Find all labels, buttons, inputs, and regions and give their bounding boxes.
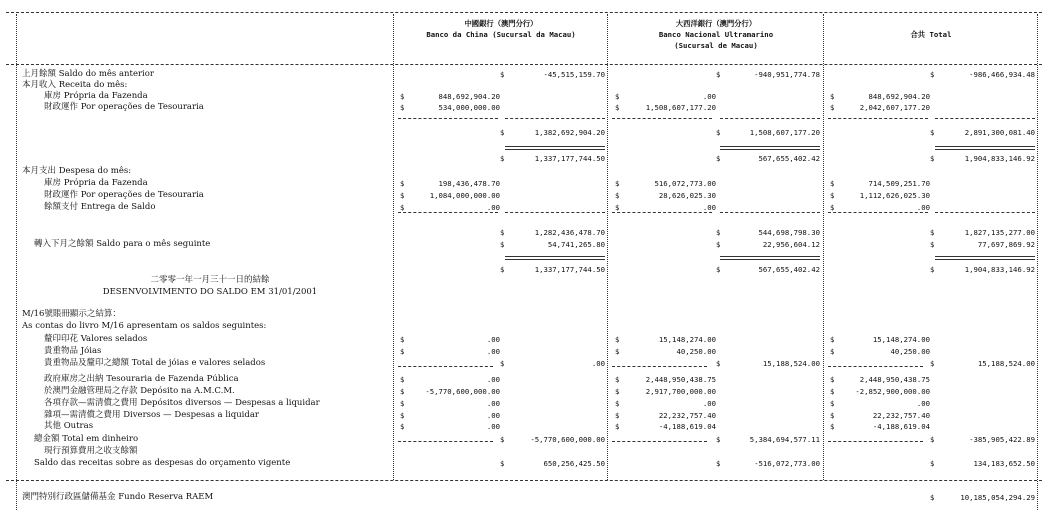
currency-sign: $ (615, 191, 620, 200)
row-label: 澳門特別行政區儲備基金 Fundo Reserva RAEM (22, 492, 214, 502)
rule (935, 118, 1035, 119)
rule (828, 118, 928, 119)
currency-sign: $ (615, 399, 620, 408)
amount-total: 1,337,177,744.50 (534, 154, 605, 163)
currency-sign: $ (930, 435, 935, 444)
section-title-cn: 二零零一年一月三十一日的結餘 (150, 275, 270, 285)
rule (612, 118, 712, 119)
amount-detail: .00 (702, 92, 716, 101)
row-label: 庫房 Própria da Fazenda (44, 91, 148, 101)
double-rule (935, 146, 1035, 150)
section-title-pt: DESENVOLVIMENTO DO SALDO EM 31/01/2001 (102, 287, 318, 297)
currency-sign: $ (500, 435, 505, 444)
currency-sign: $ (400, 387, 405, 396)
currency-sign: $ (615, 422, 620, 431)
amount-detail: 1,508,607,177.20 (645, 103, 716, 112)
amount-total: 22,956,604.12 (762, 240, 820, 249)
currency-sign: $ (930, 459, 935, 468)
double-rule (935, 256, 1035, 260)
amount-total: 567,655,402.42 (758, 265, 820, 274)
amount-total: -385,905,422.89 (969, 435, 1035, 444)
currency-sign: $ (930, 154, 935, 163)
double-rule (505, 146, 605, 150)
amount-detail: 22,232,757.40 (872, 411, 930, 420)
amount-detail: .00 (486, 399, 500, 408)
amount-total: 650,256,425.50 (543, 459, 605, 468)
amount-detail: 2,448,950,438.75 (645, 375, 716, 384)
rule (720, 212, 820, 213)
header-bank-china-pt: Banco da China (Sucursal da Macau) (426, 30, 576, 39)
currency-sign: $ (930, 265, 935, 274)
double-rule (720, 256, 820, 260)
amount-detail: .00 (486, 335, 500, 344)
currency-sign: $ (500, 70, 505, 79)
amount-total: 1,827,135,277.00 (964, 228, 1035, 237)
currency-sign: $ (400, 191, 405, 200)
header-total (825, 29, 1037, 40)
amount-detail: 22,232,757.40 (658, 411, 716, 420)
amount-detail: 2,042,607,177.20 (859, 103, 930, 112)
currency-sign: $ (716, 70, 721, 79)
currency-sign: $ (830, 103, 835, 112)
currency-sign: $ (400, 92, 405, 101)
double-rule (720, 146, 820, 150)
amount-total: 10,185,054,294.29 (960, 493, 1035, 502)
row-label: 總金額 Total em dinheiro (34, 434, 139, 444)
header-bnu (609, 18, 823, 51)
currency-sign: $ (830, 399, 835, 408)
currency-sign: $ (830, 411, 835, 420)
currency-sign: $ (615, 411, 620, 420)
amount-detail: 15,148,274.00 (872, 335, 930, 344)
amount-total: 1,382,692,904.20 (534, 128, 605, 137)
amount-total: -986,466,934.48 (969, 70, 1035, 79)
currency-sign: $ (615, 179, 620, 188)
row-label: 本月收入 Receita do mês: (22, 80, 128, 90)
rule (828, 441, 923, 442)
row-label: 轉入下月之餘額 Saldo para o mês seguinte (34, 239, 211, 249)
currency-sign: $ (930, 70, 935, 79)
double-rule (505, 256, 605, 260)
currency-sign: $ (716, 154, 721, 163)
currency-sign: $ (830, 203, 835, 212)
row-label: 各項存款—需清償之費用 Depósitos diversos — Despesas a liquidar (44, 398, 320, 408)
currency-sign: $ (615, 375, 620, 384)
rule (398, 366, 493, 367)
currency-sign: $ (500, 154, 505, 163)
row-label: 貴重物品 Jóias (44, 346, 102, 356)
row-label: 上月餘額 Saldo do mês anterior (22, 69, 154, 79)
amount-detail: 28,626,025.30 (658, 191, 716, 200)
amount-detail: 2,917,700,000.00 (645, 387, 716, 396)
currency-sign: $ (615, 92, 620, 101)
amount-total: 567,655,402.42 (758, 154, 820, 163)
amount-detail: 40,250.00 (676, 347, 716, 356)
amount-detail: 15,148,274.00 (658, 335, 716, 344)
amount-detail: 534,000,000.00 (438, 103, 500, 112)
row-label: 財政運作 Por operações de Tesouraria (44, 190, 204, 200)
amount-total: 1,282,436,478.70 (534, 228, 605, 237)
currency-sign: $ (716, 128, 721, 137)
rule (505, 212, 605, 213)
header-bnu-cn: 大西洋銀行（澳門分行） (675, 19, 757, 28)
amount-detail: -5,770,600,000.00 (425, 387, 500, 396)
currency-sign: $ (400, 203, 405, 212)
currency-sign: $ (400, 422, 405, 431)
currency-sign: $ (830, 335, 835, 344)
currency-sign: $ (400, 347, 405, 356)
amount-detail: 848,692,904.20 (438, 92, 500, 101)
row-label: 財政運作 Por operações de Tesouraria (44, 102, 204, 112)
amount-total: -516,072,773.00 (754, 459, 820, 468)
currency-sign: $ (500, 240, 505, 249)
amount-detail: .00 (916, 203, 930, 212)
col-divider-left (16, 14, 17, 510)
amount-total: 5,384,694,577.11 (749, 435, 820, 444)
amount-total: 1,508,607,177.20 (749, 128, 820, 137)
currency-sign: $ (615, 203, 620, 212)
row-label: 釐印印花 Valores selados (44, 334, 148, 344)
currency-sign: $ (500, 228, 505, 237)
amount-total: 544,698,798.30 (758, 228, 820, 237)
row-label: 餘額支付 Entrega de Saldo (44, 202, 156, 212)
header-separator (6, 64, 1042, 65)
currency-sign: $ (615, 103, 620, 112)
amount-total: 134,183,652.50 (973, 459, 1035, 468)
amount-detail: 198,436,478.70 (438, 179, 500, 188)
currency-sign: $ (830, 387, 835, 396)
amount-detail: .00 (486, 411, 500, 420)
row-label: 現行預算費用之收支餘額 (44, 446, 138, 456)
currency-sign: $ (930, 228, 935, 237)
row-label: 於澳門金融管理局之存款 Depósito na A.M.C.M. (44, 386, 235, 396)
row-label: 政府庫房之出納 Tesouraria de Fazenda Pública (44, 374, 239, 384)
currency-sign: $ (500, 359, 505, 368)
row-label: 雜項—需清償之費用 Diversos — Despesas a liquidar (44, 410, 259, 420)
col-divider-right (1037, 14, 1038, 510)
row-label: As contas do livro M/16 apresentam os saldos seguintes: (22, 321, 267, 331)
row-label: 本月支出 Despesa do mês: (22, 166, 132, 176)
currency-sign: $ (400, 335, 405, 344)
rule (828, 212, 928, 213)
currency-sign: $ (930, 493, 935, 502)
amount-detail: .00 (486, 203, 500, 212)
currency-sign: $ (716, 240, 721, 249)
currency-sign: $ (716, 359, 721, 368)
currency-sign: $ (830, 422, 835, 431)
row-label: 其他 Outras (44, 421, 94, 431)
amount-total: 54,741,265.80 (547, 240, 605, 249)
currency-sign: $ (716, 228, 721, 237)
amount-detail: 848,692,904.20 (868, 92, 930, 101)
currency-sign: $ (930, 240, 935, 249)
currency-sign: $ (500, 265, 505, 274)
currency-sign: $ (500, 128, 505, 137)
header-bnu-pt2: (Sucursal de Macau) (674, 41, 758, 50)
currency-sign: $ (930, 359, 935, 368)
amount-total: 15,188,524.00 (977, 359, 1035, 368)
header-total-label: 合共 Total (910, 30, 952, 39)
currency-sign: $ (930, 128, 935, 137)
amount-total: 1,337,177,744.50 (534, 265, 605, 274)
amount-detail: 2,448,950,438.75 (859, 375, 930, 384)
currency-sign: $ (615, 387, 620, 396)
amount-total: .00 (591, 359, 605, 368)
amount-total: 15,188,524.00 (762, 359, 820, 368)
amount-total: 1,904,833,146.92 (964, 154, 1035, 163)
rule (398, 212, 498, 213)
amount-detail: 516,072,773.00 (654, 179, 716, 188)
rule (612, 441, 707, 442)
currency-sign: $ (830, 179, 835, 188)
rule (720, 118, 820, 119)
amount-total: -45,515,159.70 (543, 70, 605, 79)
currency-sign: $ (615, 335, 620, 344)
amount-detail: 1,112,626,025.30 (859, 191, 930, 200)
amount-total: 2,891,300,081.40 (964, 128, 1035, 137)
row-label: 庫房 Própria da Fazenda (44, 178, 148, 188)
amount-detail: -4,188,619.04 (872, 422, 930, 431)
top-border (6, 12, 1042, 13)
currency-sign: $ (716, 265, 721, 274)
currency-sign: $ (830, 191, 835, 200)
currency-sign: $ (830, 347, 835, 356)
amount-detail: .00 (702, 399, 716, 408)
bottom-separator (6, 480, 1042, 481)
amount-detail: -2,852,900,000.00 (855, 387, 930, 396)
currency-sign: $ (830, 375, 835, 384)
currency-sign: $ (716, 435, 721, 444)
amount-detail: .00 (486, 422, 500, 431)
amount-detail: .00 (486, 347, 500, 356)
rule (398, 441, 493, 442)
currency-sign: $ (400, 103, 405, 112)
row-label: 貴重物品及釐印之總額 Total de jóias e valores selados (44, 358, 266, 368)
row-label: Saldo das receitas sobre as despesas do orçamento vigente (34, 458, 291, 468)
amount-total: 77,697,869.92 (977, 240, 1035, 249)
currency-sign: $ (400, 179, 405, 188)
row-label: M/16號賬冊顯示之結算： (22, 309, 121, 319)
header-bank-china-cn: 中國銀行（澳門分行） (464, 19, 538, 28)
currency-sign: $ (400, 399, 405, 408)
rule (828, 366, 923, 367)
amount-detail: 40,250.00 (890, 347, 930, 356)
amount-detail: 1,084,000,000.00 (429, 191, 500, 200)
rule (398, 118, 498, 119)
rule (612, 212, 712, 213)
amount-detail: 714,509,251.70 (868, 179, 930, 188)
currency-sign: $ (400, 411, 405, 420)
rule (935, 212, 1035, 213)
amount-detail: .00 (702, 203, 716, 212)
currency-sign: $ (830, 92, 835, 101)
amount-detail: -4,188,619.04 (658, 422, 716, 431)
amount-detail: .00 (916, 399, 930, 408)
header-bank-china (395, 18, 607, 40)
amount-total: -940,951,774.78 (754, 70, 820, 79)
rule (612, 366, 707, 367)
header-bnu-pt1: Banco Nacional Ultramarino (658, 30, 774, 39)
amount-detail: .00 (486, 375, 500, 384)
rule (505, 118, 605, 119)
currency-sign: $ (615, 347, 620, 356)
amount-total: 1,904,833,146.92 (964, 265, 1035, 274)
currency-sign: $ (400, 375, 405, 384)
amount-total: -5,770,600,000.00 (530, 435, 605, 444)
currency-sign: $ (716, 459, 721, 468)
currency-sign: $ (500, 459, 505, 468)
